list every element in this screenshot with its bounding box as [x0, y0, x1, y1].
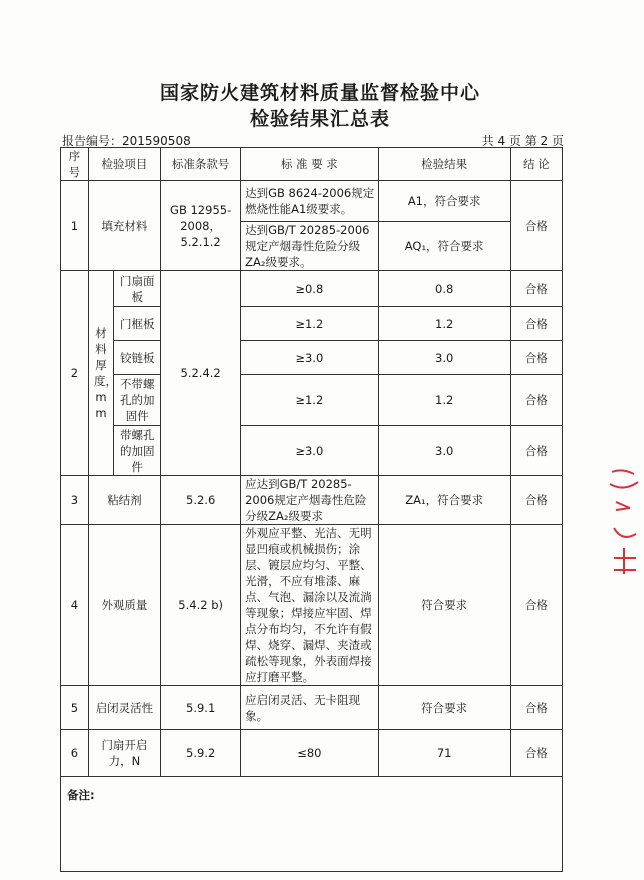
row2-req: ≥3.0 — [241, 426, 378, 476]
document-title: 国家防火建筑材料质量监督检验中心 — [159, 82, 480, 104]
row1-clause: GB 12955-2008，5.2.1.2 — [161, 181, 241, 271]
row2-result: 0.8 — [378, 271, 510, 307]
row5-conclusion: 合格 — [510, 686, 562, 730]
row2-item — [88, 271, 117, 476]
row4-item: 外观质量 — [88, 525, 160, 686]
row4-req: 外观应平整、光洁、无明显凹痕或机械损伤；涂层、镀层应均匀、平整、光滑，不应有堆漆、麻点、气泡、漏涂以及流淌等现象；焊接应牢固、焊点分布均匀，不允许有假焊、烧穿、漏焊、夹渣或疏松等现象，外表面焊接应打磨平整。 — [241, 525, 378, 686]
row1-conclusion: 合格 — [510, 181, 562, 271]
row5-result: 符合要求 — [378, 686, 510, 730]
row2-req: ≥0.8 — [241, 271, 378, 307]
row2-result: 1.2 — [378, 307, 510, 341]
table-row — [61, 271, 563, 307]
table-row — [61, 307, 563, 341]
row4-conclusion: 合格 — [510, 525, 562, 686]
row1-req-b: 达到GB/T 20285-2006规定产烟毒性危险分级ZA₂级要求。 — [241, 222, 378, 271]
table-row — [61, 341, 563, 375]
header-requirement: 标 准 要 求 — [241, 148, 378, 181]
row4-result: 符合要求 — [378, 525, 510, 686]
row6-item: 门扇开启力，N — [88, 730, 160, 777]
row2-result: 3.0 — [378, 426, 510, 476]
row6-clause: 5.9.2 — [161, 730, 241, 777]
header-clause: 标准条款号 — [161, 148, 241, 181]
row3-seq: 3 — [61, 476, 89, 525]
row2-part: 门框板 — [114, 307, 161, 341]
results-table — [60, 147, 563, 872]
row3-req: 应达到GB/T 20285-2006规定产烟毒性危险分级ZA₂级要求 — [241, 476, 378, 525]
row2-part: 门扇面板 — [114, 271, 161, 307]
row3-clause: 5.2.6 — [161, 476, 241, 525]
table-row — [61, 375, 563, 426]
table-row — [61, 181, 563, 222]
row2-conclusion: 合格 — [510, 426, 562, 476]
row1-item: 填充材料 — [88, 181, 160, 271]
header-item: 检验项目 — [88, 148, 160, 181]
row1-result-a: A1，符合要求 — [378, 181, 510, 222]
row2-part: 不带螺孔的加固件 — [114, 375, 161, 426]
row2-part: 铰链板 — [114, 341, 161, 375]
table-row — [61, 476, 563, 525]
row2-req: ≥1.2 — [241, 307, 378, 341]
document-subtitle: 检验结果汇总表 — [249, 108, 390, 130]
row6-req: ≤80 — [241, 730, 378, 777]
row5-seq: 5 — [61, 686, 89, 730]
row4-clause: 5.4.2 b) — [161, 525, 241, 686]
row2-conclusion: 合格 — [510, 341, 562, 375]
table-row — [61, 426, 563, 476]
red-stamp-mark — [604, 462, 644, 602]
report-number: 报告编号：201590508 — [62, 134, 191, 148]
row3-conclusion: 合格 — [510, 476, 562, 525]
page-info: 共 4 页 第 2 页 — [481, 134, 564, 148]
notes-row — [61, 777, 563, 872]
notes-label: 备注: — [61, 777, 563, 872]
row2-req: ≥3.0 — [241, 341, 378, 375]
header-result: 检验结果 — [378, 148, 510, 181]
row2-result: 3.0 — [378, 341, 510, 375]
row6-seq: 6 — [61, 730, 89, 777]
row2-seq: 2 — [61, 271, 89, 476]
table-row — [61, 686, 563, 730]
row1-req-a: 达到GB 8624-2006规定燃烧性能A1级要求。 — [241, 181, 378, 222]
row4-seq: 4 — [61, 525, 89, 686]
row2-conclusion: 合格 — [510, 375, 562, 426]
header-conclusion: 结 论 — [510, 148, 562, 181]
row2-clause: 5.2.4.2 — [161, 271, 241, 476]
table-row — [61, 525, 563, 686]
row6-conclusion: 合格 — [510, 730, 562, 777]
table-header-row — [61, 148, 563, 181]
row5-req: 应启闭灵活、无卡阻现象。 — [241, 686, 378, 730]
row2-conclusion: 合格 — [510, 307, 562, 341]
table-row — [61, 730, 563, 777]
row3-item: 粘结剂 — [88, 476, 160, 525]
header-seq: 序号 — [61, 148, 89, 181]
row6-result: 71 — [378, 730, 510, 777]
row5-item: 启闭灵活性 — [88, 686, 160, 730]
row2-part: 带螺孔的加固件 — [114, 426, 161, 476]
row2-item-text: 材料厚度，mm — [93, 326, 117, 420]
row2-req: ≥1.2 — [241, 375, 378, 426]
row2-result: 1.2 — [378, 375, 510, 426]
row2-conclusion: 合格 — [510, 271, 562, 307]
row1-result-b: AQ₁，符合要求 — [378, 222, 510, 271]
row1-seq: 1 — [61, 181, 89, 271]
row5-clause: 5.9.1 — [161, 686, 241, 730]
row3-result: ZA₁，符合要求 — [378, 476, 510, 525]
